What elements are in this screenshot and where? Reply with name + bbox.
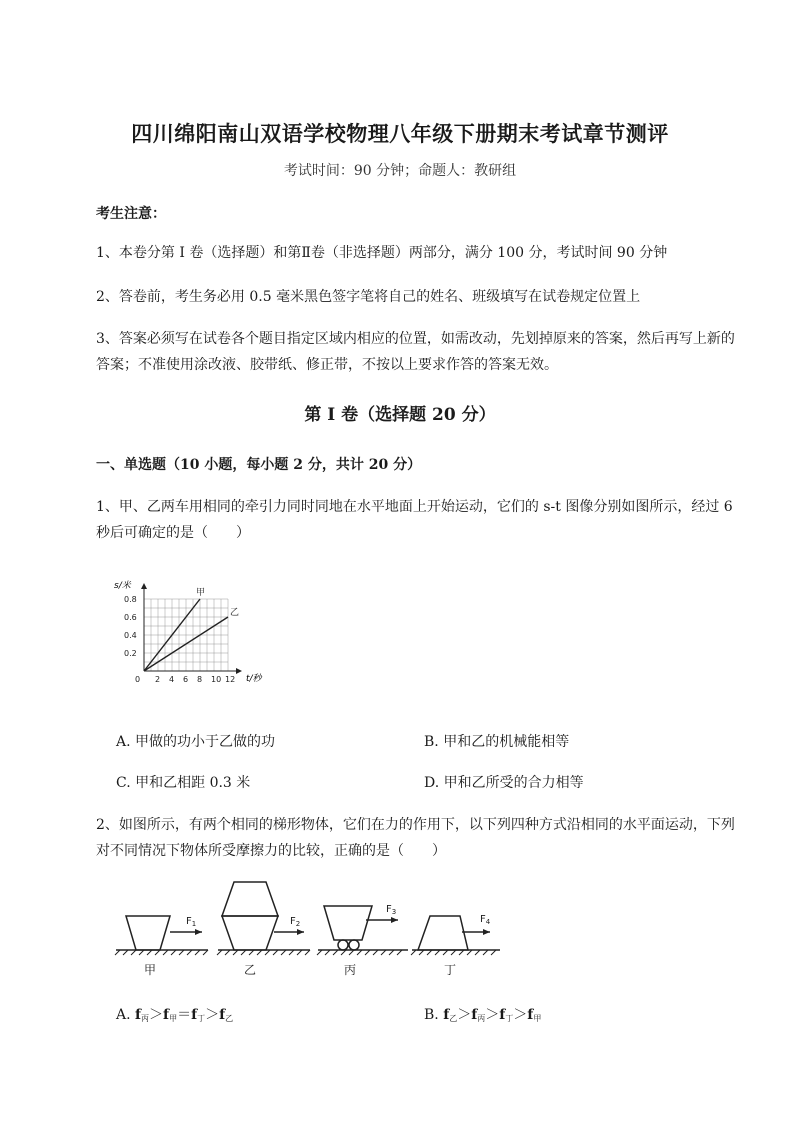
force-label-4: $F_4$	[480, 914, 491, 926]
x-tick-label: 0	[135, 675, 141, 684]
y-axis-label: s/米	[114, 581, 131, 591]
x-tick-label: 4	[169, 675, 175, 684]
q1-option-c[interactable]: C. 甲和乙相距 0.3 米	[116, 775, 251, 791]
question-1-text: 1、甲、乙两车用相同的牵引力同时同地在水平地面上开始运动，它们的 s-t 图像分别如图所示，经过 6 秒后可确定的是（ ）	[96, 499, 733, 541]
q2-option-b[interactable]: B. $f_乙>f_丙>f_丁>f_甲$	[424, 1007, 542, 1023]
trapezoid-jia	[126, 916, 170, 950]
x-tick-label: 10	[211, 675, 222, 684]
y-tick-label: 0.4	[124, 631, 137, 640]
q1-option-d[interactable]: D. 甲和乙所受的合力相等	[424, 775, 584, 791]
y-tick-label: 0.6	[124, 613, 137, 622]
notice-heading: 考生注意：	[96, 206, 166, 222]
roller-left	[338, 940, 348, 950]
st-chart	[110, 574, 270, 686]
question-2-text: 2、如图所示，有两个相同的梯形物体，它们在力的作用下，以下列四种方式沿相同的水平面运动，下列对不同情况下物体所受摩擦力的比较，正确的是（ ）	[96, 817, 735, 859]
figure-label-bing: 丙	[344, 963, 357, 977]
x-axis-label: t/秒	[246, 674, 262, 684]
series-label-1: 甲	[196, 588, 206, 598]
x-tick-label: 8	[197, 675, 203, 684]
q1-option-a[interactable]: A. 甲做的功小于乙做的功	[116, 734, 276, 750]
trapezoid-bing	[324, 906, 372, 940]
figure-label-ding: 丁	[444, 963, 457, 977]
ground-bing	[317, 950, 408, 955]
y-axis-arrow	[141, 583, 147, 589]
section-title: 第 I 卷（选择题 20 分）	[304, 405, 496, 425]
q1-option-b[interactable]: B. 甲和乙的机械能相等	[424, 734, 570, 750]
series-label-2: 乙	[230, 608, 240, 618]
friction-figure	[110, 874, 530, 982]
chart-grid	[144, 599, 228, 671]
chart-lines	[144, 587, 239, 671]
notice-item-3: 3、答案必须写在试卷各个题目指定区域内相应的位置，如需改动，先划掉原来的答案，然后再写上新的答案；不准使用涂改液、胶带纸、修正带，不按以上要求作答的答案无效。	[96, 331, 735, 373]
trapezoid-ding	[418, 916, 468, 950]
notice-item-1: 1、本卷分第 I 卷（选择题）和第Ⅱ卷（非选择题）两部分，满分 100 分，考试时间 90 分钟	[96, 245, 668, 261]
chart-axes	[141, 583, 242, 674]
x-tick-label: 2	[155, 675, 161, 684]
y-tick-label: 0.2	[124, 649, 137, 658]
exam-info: 考试时间：90 分钟；命题人：教研组	[283, 163, 517, 179]
q2-option-a[interactable]: A. $f_丙>f_甲=f_丁>f_乙$	[116, 1007, 234, 1023]
force-label-2: $F_2$	[290, 916, 301, 928]
trapezoid-yi-bottom	[222, 916, 278, 950]
force-label-1: $F_1$	[186, 916, 197, 928]
question-group-heading: 一、单选题（10 小题，每小题 2 分，共计 20 分）	[96, 457, 422, 473]
x-axis-arrow	[236, 668, 242, 674]
ground-jia	[115, 950, 208, 955]
x-tick-label: 6	[183, 675, 189, 684]
figure-label-yi: 乙	[244, 963, 257, 977]
y-tick-label: 0.8	[124, 595, 137, 604]
roller-right	[349, 940, 359, 950]
page-title: 四川绵阳南山双语学校物理八年级下册期末考试章节测评	[131, 121, 669, 146]
figure-label-jia: 甲	[144, 963, 157, 977]
trapezoid-yi-top	[222, 882, 278, 916]
force-label-3: $F_3$	[386, 904, 397, 916]
notice-item-2: 2、答卷前，考生务必用 0.5 毫米黑色签字笔将自己的姓名、班级填写在试卷规定位置上	[96, 289, 641, 305]
x-tick-label: 12	[225, 675, 236, 684]
